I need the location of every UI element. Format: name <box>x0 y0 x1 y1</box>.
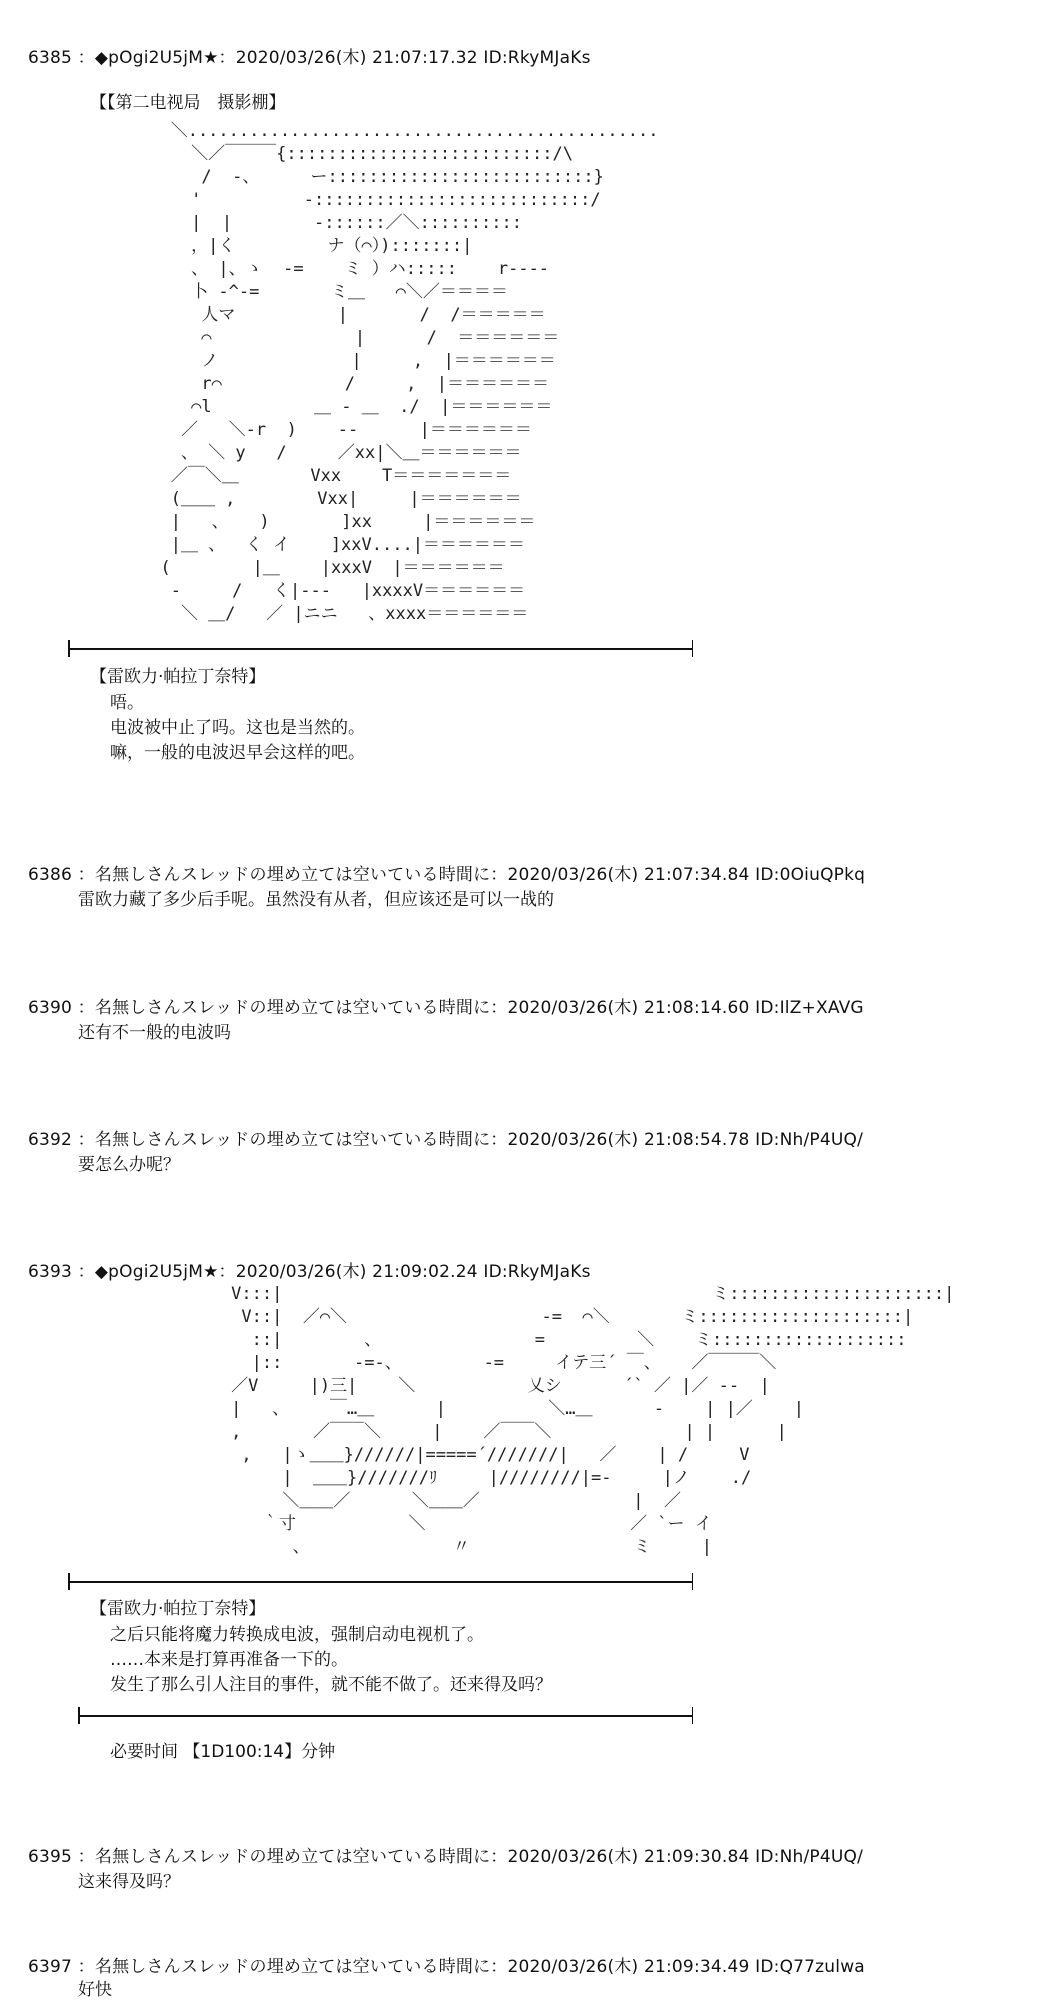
dialogue-line: 嘛，一般的电波迟早会这样的吧。 <box>110 743 365 763</box>
dialogue-line: 电波被中止了吗。这也是当然的。 <box>110 718 365 738</box>
section-divider <box>78 1715 693 1717</box>
post-body: 要怎么办呢？ <box>78 1155 180 1175</box>
post-header-6393: 6393 ：◆pOgi2U5jM★：2020/03/26(木) 21:09:02.24 ID:RkyMJaKs <box>28 1262 591 1282</box>
post-body: 好快 <box>78 1980 112 2000</box>
post-header-6386: 6386 ：名無しさんスレッドの埋め立ては空いている時間に：2020/03/26(木) 21:07:34.84 ID:0OiuQPkq <box>28 865 866 885</box>
speaker-label: 【雷欧力·帕拉丁奈特】 <box>90 667 266 687</box>
dialogue-line: 发生了那么引人注目的事件，就不能不做了。还来得及吗？ <box>110 1675 552 1695</box>
aa-studio-characters: ＼.............................................. ＼／￣￣￣{::::::::::::::::::::::::::/\ / -、 ー::::::::::::::::::::::::::} ' -:::::::::::::::::::::::::::/ | | -::::::／＼:::::::::: ，|く ナ（⌒）):::::::| 、 |、ゝ -= ミ ）ハ::::: r---- 卜 -^-= ミ＿ ⌒＼／＝＝＝＝ 人マ | / /＝＝＝＝＝ ⌒ | / ＝＝＝＝＝＝ ノ | , |＝＝＝＝＝＝ r⌒ / , |＝＝＝＝＝＝ ⌒l ＿ - ＿ ./ |＝＝＝＝＝＝ ／ ＼-r ) -- |＝＝＝＝＝＝ 、 ＼ y / ／xx|＼＿＝＝＝＝＝＝ ／￣＼＿ Vxx T＝＝＝＝＝＝＝ (＿＿ , Vxx| |＝＝＝＝＝＝ | 、 ) ]xx |＝＝＝＝＝＝ |＿ 、 く イ ]xxV....|＝＝＝＝＝＝ ( |＿ |xxxV |＝＝＝＝＝＝ ‐ / く|--- |xxxxV＝＝＝＝＝＝ ＼ ＿/ ／ |ニニ 、xxxx＝＝＝＝＝＝ <box>160 121 659 624</box>
section-divider <box>68 1581 693 1583</box>
post-header-6397: 6397 ：名無しさんスレッドの埋め立ては空いている時間に：2020/03/26(木) 21:09:34.49 ID:Q77zulwa <box>28 1957 865 1977</box>
dialogue-line: ……本来是打算再准备一下的。 <box>110 1650 348 1670</box>
post-body: 还有不一般的电波吗 <box>78 1023 231 1043</box>
post-header-6395: 6395 ：名無しさんスレッドの埋め立ては空いている時間に：2020/03/26(木) 21:09:30.84 ID:Nh/P4UQ/ <box>28 1847 864 1867</box>
post-body: 雷欧力藏了多少后手呢。虽然没有从者，但应该还是可以一战的 <box>78 890 554 910</box>
post-header-6385: 6385 ：◆pOgi2U5jM★：2020/03/26(木) 21:07:17.32 ID:RkyMJaKs <box>28 48 591 68</box>
dialogue-line: 之后只能将魔力转换成电波，强制启动电视机了。 <box>110 1625 484 1645</box>
dice-roll-note: 必要时间 【1D100:14】分钟 <box>110 1742 336 1762</box>
scene-label: 【【第二电视局 摄影棚】 <box>90 93 286 113</box>
section-divider <box>68 648 693 650</box>
post-body: 这来得及吗？ <box>78 1872 180 1892</box>
post-header-6392: 6392 ：名無しさんスレッドの埋め立ては空いている時間に：2020/03/26(木) 21:08:54.78 ID:Nh/P4UQ/ <box>28 1130 864 1150</box>
post-header-6390: 6390 ：名無しさんスレッドの埋め立ては空いている時間に：2020/03/26(木) 21:08:14.60 ID:IlZ+XAVG <box>28 998 864 1018</box>
speaker-label: 【雷欧力·帕拉丁奈特】 <box>90 1599 266 1619</box>
dialogue-line: 唔。 <box>110 693 144 713</box>
aa-leo-glasses: V:::| ミ:::::::::::::::::::::| V::| ／⌒＼ -= ⌒＼ ミ::::::::::::::::::::| ::| 、 = ＼ ミ::::::::::::::::::: |:: -=-、 -= イテ三´ ￣、 ／￣￣￣＼ ／V |)三| ＼ 乂シ ´` ／ |／ -- | | 、 ￣…＿ | ＼…＿ - | |／ | , ／￣￣＼ | ／￣￣＼ | | | , |ゝ＿＿}//////|=====´///////| ／ | / V | ＿＿}///////ﾘ |////////|=- |ノ ./ ＼＿＿／ ＼＿＿／ | ／ ｀寸 ＼ ／ `ー イ 、 〃 ミ | <box>231 1284 955 1557</box>
